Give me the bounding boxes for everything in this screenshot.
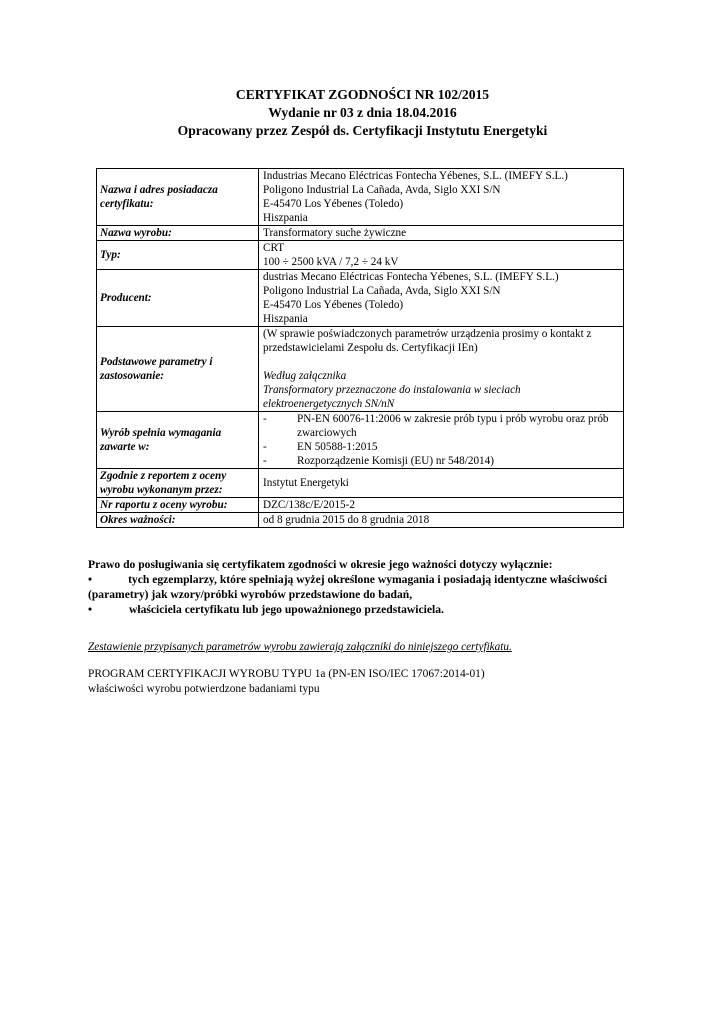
params-attachment: Według załącznika (263, 370, 347, 382)
holder-line: Hiszpania (263, 212, 308, 224)
requirement-item (263, 412, 620, 440)
type-value (259, 241, 624, 270)
certificate-title: CERTYFIKAT ZGODNOŚCI NR 102/2015 (235, 87, 490, 102)
product-label: Nazwa wyrobu: (97, 226, 259, 241)
params-note: (W sprawie poświadczonych parametrów urządzenia prosimy o kontakt z przedstawicielami Zespołu ds. Certyfikacji IEn) (263, 328, 592, 354)
producer-line: Poligono Industrial La Cañada, Avda, Siglo XXI S/N (263, 285, 501, 297)
params-label: Podstawowe parametry i zastosowanie: (97, 327, 259, 412)
holder-line: E-45470 Los Yébenes (Toledo) (263, 198, 404, 210)
requirements-value (259, 412, 624, 469)
holder-line: Poligono Industrial La Cañada, Avda, Siglo XXI S/N (263, 184, 501, 196)
usage-rights (88, 557, 648, 617)
table-row (97, 498, 624, 513)
params-value (259, 327, 624, 412)
requirement-text: PN-EN 60076-11:2006 w zakresie prób typu i prób wyrobu oraz prób zwarciowych (297, 413, 609, 439)
product-value: Transformatory suche żywiczne (259, 226, 624, 241)
holder-value (259, 169, 624, 226)
requirements-label: Wyrób spełnia wymagania zawarte w: (97, 412, 259, 469)
requirement-item (263, 440, 620, 454)
table-row (97, 469, 624, 498)
holder-line: Industrias Mecano Eléctricas Fontecha Yébenes, S.L. (IMEFY S.L.) (263, 170, 568, 182)
type-line: CRT (263, 242, 285, 254)
certification-program (88, 667, 485, 697)
usage-intro: Prawo do posługiwania się certyfikatem zgodności w okresie jego ważności dotyczy wyłącznie: (88, 558, 553, 571)
dash-mark: - (263, 441, 267, 453)
table-row (97, 327, 624, 412)
params-use: Transformatory przeznaczone do instalowania w sieciach elektroenergetycznych SN/nN (263, 384, 521, 410)
bullet-mark: • (88, 603, 93, 616)
attachment-note: Zestawienie przypisanych parametrów wyrobu zawierają załączniki do niniejszego certyfikatu. (88, 641, 512, 653)
requirement-text: Rozporządzenie Komisji (EU) nr 548/2014) (297, 455, 494, 467)
validity-value: od 8 grudnia 2015 do 8 grudnia 2018 (259, 513, 624, 528)
dash-mark: - (263, 413, 267, 425)
table-row (97, 412, 624, 469)
producer-line: Hiszpania (263, 313, 308, 325)
program-title: PROGRAM CERTYFIKACJI WYROBU TYPU 1a (PN-EN ISO/IEC 17067:2014-01) (88, 668, 485, 680)
producer-value (259, 270, 624, 327)
certificate-header (0, 86, 725, 140)
table-row (97, 241, 624, 270)
requirement-text: EN 50588-1:2015 (297, 441, 378, 453)
table-row (97, 226, 624, 241)
report-number-label: Nr raportu z oceny wyrobu: (97, 498, 259, 513)
bullet-text: tych egzemplarzy, które spełniają wyżej określone wymagania i posiadają identyczne właściwości (parametry) jak wzory/próbki wyrobów przedstawione do badań, (88, 573, 608, 601)
requirement-item (263, 454, 620, 468)
certificate-table (96, 168, 624, 528)
type-line: 100 ÷ 2500 kVA / 7,2 ÷ 24 kV (263, 256, 399, 268)
bullet-text: właściciela certyfikatu lub jego upoważnionego przedstawiciela. (129, 603, 444, 616)
producer-line: E-45470 Los Yébenes (Toledo) (263, 299, 404, 311)
program-subtitle: właściwości wyrobu potwierdzone badaniami typu (88, 683, 320, 695)
type-label: Typ: (97, 241, 259, 270)
report-label: Zgodnie z reportem z oceny wyrobu wykonanym przez: (97, 469, 259, 498)
table-row (97, 270, 624, 327)
holder-label: Nazwa i adres posiadacza certyfikatu: (97, 169, 259, 226)
usage-bullet-2 (88, 602, 648, 617)
issuer-line: Opracowany przez Zespół ds. Certyfikacji Instytutu Energetyki (177, 123, 548, 138)
validity-label: Okres ważności: (97, 513, 259, 528)
usage-bullet-1 (88, 572, 648, 602)
report-number-value: DZC/138c/E/2015-2 (259, 498, 624, 513)
producer-line: dustrias Mecano Eléctricas Fontecha Yébenes, S.L. (IMEFY S.L.) (263, 271, 559, 283)
producer-label: Producent: (97, 270, 259, 327)
dash-mark: - (263, 455, 267, 467)
blank-line (263, 355, 620, 369)
edition-line: Wydanie nr 03 z dnia 18.04.2016 (268, 105, 457, 120)
table-row (97, 169, 624, 226)
table-row (97, 513, 624, 528)
bullet-mark: • (88, 573, 93, 586)
report-value: Instytut Energetyki (259, 469, 624, 498)
